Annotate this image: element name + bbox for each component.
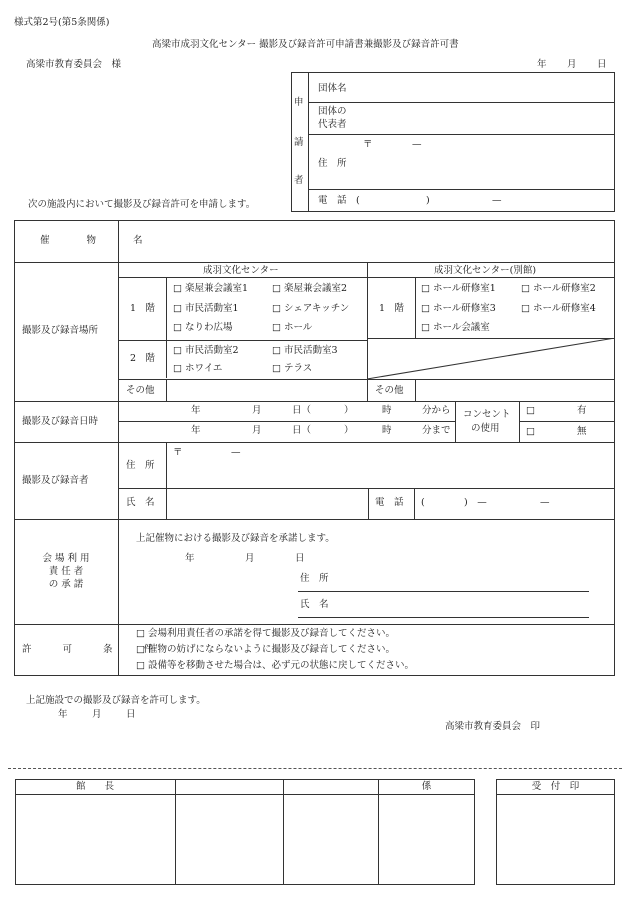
form-number: 様式第2号(第5条関係) [14,17,110,28]
date-day: 日 [597,59,607,70]
start-month: 月 [252,405,262,416]
recorder-phone-open: ( [421,497,425,508]
floor-2-label: 2 階 [130,353,156,364]
end-day: 日（ [292,425,312,436]
consent-day: 日 [295,553,305,564]
event-name-field[interactable] [119,221,614,261]
room-checkbox[interactable]: □ 楽屋兼会議室2 [272,283,348,294]
applicant-address-label: 住 所 [318,158,347,169]
outlet-yes-label: 有 [577,405,587,416]
annex-other-label: その他 [375,385,404,396]
permit-issuer: 高梁市教育委員会 印 [445,721,541,732]
annex-header: 成羽文化センター(別館) [434,265,537,276]
permit-month: 月 [92,709,102,720]
start-minute: 分から [422,405,451,416]
permit-text: 上記施設での撮影及び録音を許可します。 [26,695,206,706]
recorder-postal-mark: 〒 [173,447,183,458]
room-checkbox[interactable]: □ 市民活動室2 [173,345,239,356]
outlet-yes-checkbox[interactable]: □ [526,405,535,416]
applicant-side-3: 者 [294,175,304,186]
end-weekday-close: ） [344,425,354,436]
location-label: 撮影及び録音場所 [22,325,99,336]
permit-year: 年 [58,709,68,720]
cut-line [8,768,622,769]
room-checkbox[interactable]: □ 楽屋兼会議室1 [173,283,249,294]
consent-address-line [298,591,589,592]
consent-address-label: 住 所 [300,573,329,584]
start-day: 日（ [292,405,312,416]
start-hour: 時 [382,405,392,416]
applicant-side-1: 申 [294,97,304,108]
consent-text: 上記催物における撮影及び録音を承諾します。 [136,533,335,544]
outlet-label-2: の使用 [471,423,500,434]
room-checkbox[interactable]: □ ホワイエ [173,363,223,374]
request-text: 次の施設内において撮影及び録音許可を申請します。 [28,199,256,210]
outlet-no-checkbox[interactable]: □ [526,426,535,437]
end-year: 年 [191,425,201,436]
addressee: 高梁市教育委員会 様 [26,59,122,70]
floor-1-label: 1 階 [130,303,156,314]
room-checkbox[interactable]: □ ホール会議室 [421,322,490,333]
outlet-label-1: コンセント [463,409,511,420]
applicant-phone-dash: — [492,195,502,206]
consent-label-3: の 承 諾 [48,579,84,590]
representative-label-2: 代表者 [318,119,347,130]
applicant-postal-mark: 〒 [363,139,373,150]
annex-floor-1-label: 1 階 [379,303,405,314]
room-checkbox[interactable]: □ 市民活動室1 [173,303,239,314]
room-checkbox[interactable]: □ ホール研修室4 [521,303,596,314]
consent-name-label: 氏 名 [300,599,329,610]
recorder-address-label: 住 所 [126,460,155,471]
room-checkbox[interactable]: □ ホール研修室2 [521,283,596,294]
condition-item[interactable]: □ 設備等を移動させた場合は、必ず元の状態に戻してください。 [136,660,414,671]
applicant-phone-close: ) [426,195,430,206]
annex-diagonal-line [367,338,615,379]
applicant-side-2: 請 [294,137,304,148]
consent-label-2: 責 任 者 [48,566,84,577]
consent-label-1: 会 場 利 用 [42,553,90,564]
center-header: 成羽文化センター [203,265,279,276]
consent-name-line [298,617,589,618]
room-checkbox[interactable]: □ 市民活動室3 [272,345,338,356]
date-year: 年 [537,59,547,70]
outlet-no-label: 無 [577,426,587,437]
director-label: 館 長 [75,781,114,792]
start-weekday-close: ） [344,405,354,416]
condition-item[interactable]: □ 催物の妨げにならないように撮影及び録音してください。 [136,644,395,655]
applicant-phone-label: 電 話 ( [318,195,360,206]
end-month: 月 [252,425,262,436]
recorder-label: 撮影及び録音者 [22,475,89,486]
representative-label-1: 団体の [318,106,347,117]
end-hour: 時 [382,425,392,436]
start-year: 年 [191,405,201,416]
recorder-postal-dash: — [231,447,241,458]
room-checkbox[interactable]: □ ホール研修室1 [421,283,496,294]
datetime-label: 撮影及び録音日時 [22,416,99,427]
recorder-phone-close: ) — [464,497,487,508]
other-label: その他 [126,385,155,396]
permit-day: 日 [126,709,136,720]
recorder-name-label: 氏 名 [126,497,155,508]
applicant-postal-dash: — [412,139,422,150]
room-checkbox[interactable]: □ ホール研修室3 [421,303,496,314]
group-name-label: 団体名 [318,83,347,94]
date-month: 月 [567,59,577,70]
consent-month: 月 [245,553,255,564]
room-checkbox[interactable]: □ シェアキッチン [272,303,350,314]
receipt-stamp-label: 受 付 印 [531,781,580,792]
event-name-label: 催 物 名 [40,235,149,246]
recorder-phone-label: 電 話 [375,497,404,508]
page-title: 高梁市成羽文化センター 撮影及び録音許可申請書兼撮影及び録音許可書 [152,39,459,50]
condition-item[interactable]: □ 会場利用責任者の承諾を得て撮影及び録音してください。 [136,628,395,639]
room-checkbox[interactable]: □ テラス [272,363,313,374]
conditions-label: 許 可 条 件 [22,644,158,655]
consent-year: 年 [185,553,195,564]
end-minute: 分まで [422,425,451,436]
staff-label: 係 [421,781,432,792]
recorder-phone-dash: — [540,497,550,508]
room-checkbox[interactable]: □ なりわ広場 [173,322,233,333]
room-checkbox[interactable]: □ ホール [272,322,313,333]
